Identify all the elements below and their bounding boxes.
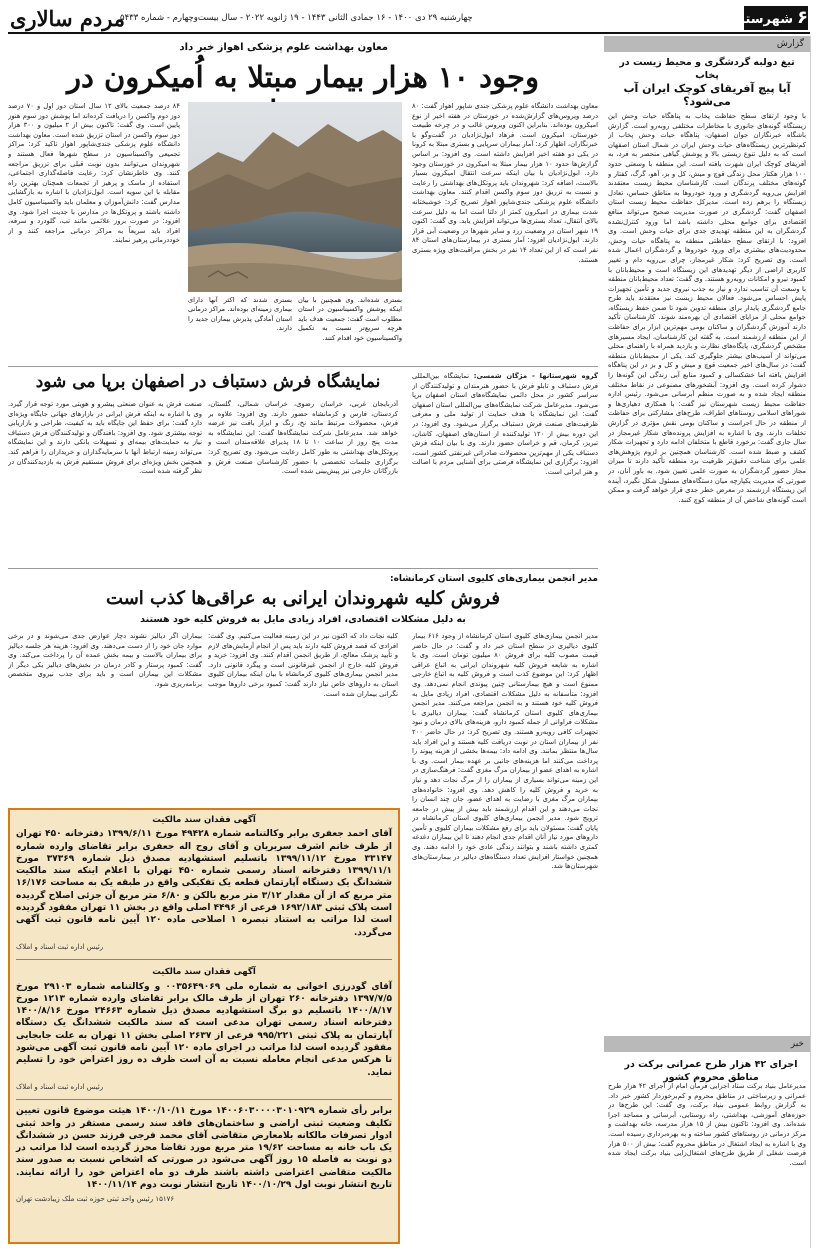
divider: [8, 366, 598, 367]
carpet-body-left: صنعت فرش به عنوان صنعتی پیشرو و هویتی مورد توجه قرار گیرد. وی با اشاره به اینکه فرش ایرانی در بازارهای جهانی جایگاه ویژه‌ای دارد گفت: برای حفظ این جایگاه باید به کیفیت، طراحی و بازاریابی توجه بیشتری شود. وی افزود: بافندگان و تولیدکنندگان فرش دستباف نیاز به حمایت‌های بیمه‌ای و تسهیلات بانکی دارند و این نمایشگاه می‌تواند زمینه ارتباط آنها با سرمایه‌گذاران و خریداران را فراهم کند. همچنین بخش ویژه‌ای برای فروش مستقیم فرش به بازدیدکنندگان در نظر گرفته شده است.: [8, 400, 202, 476]
kidney-body-3: بیماران اگر دیالیز نشوند دچار عوارض جدی می‌شوند و در برخی موارد جان خود را از دست می‌دهند. وی افزود: هزینه هر جلسه دیالیز برای بیماران بالاست و بیمه بخش عمده آن را پرداخت می‌کند. وی گفت: کمبود پرستار و کادر درمان در بخش‌های دیالیز یکی دیگر از مشکلات این بیماران است و باید برای جذب نیروی متخصص برنامه‌ریزی شود.: [8, 632, 202, 688]
notice-2: [10, 962, 398, 1097]
notice-3: [10, 1102, 398, 1209]
carpet-body-right: [412, 372, 598, 562]
notice-1: [10, 810, 398, 957]
legal-notices-box: [8, 808, 400, 1244]
sidebar-report: [604, 36, 810, 1052]
sidebar-news-title: اجرای ۴۲ هزار طرح عمرانی برکت در مناطق محروم کشور: [624, 1059, 798, 1083]
sidebar-report-headline: آیا پیچ آفریقای کوچک ایران آب می‌شود؟: [623, 82, 791, 108]
notice-body: آقای گودرزی اخوانی به شماره ملی ۰۰۳۵۶۴۹۰۶۹ و وکالتنامه شماره ۲۹۱۰۳ مورخ ۱۳۹۷/۷/۵ دفترخانه ۲۶۰ تهران از طرف مالک برابر تقاضای وارده شماره ۱۲۱۳ مورخ ۱۴۰۰/۸/۱۷ باتسلیم دو برگ استشهادیه مصدق ذیل شماره ۲۴۶۶۳ مورخ ۱۴۰۰/۸/۱۶ دفترخانه اسناد رسمی تهران مدعی است که سند مالکیت ششدانگ یک دستگاه آپارتمان به پلاک ثبتی ۹۹۵/۲۲۱ فرعی از ۲۶۳۷ اصلی بخش ۱۱ تهران به علت جابجایی مفقود گردیده است لذا مراتب در اجرای ماده ۱۲۰ آیین نامه قانون ثبت آگهی می‌شود تا هرکس مدعی انجام معامله نسبت به آن است ظرف ده روز اعتراض خود را تسلیم نماید.: [16, 981, 392, 1078]
dateline: چهارشنبه ۲۹ دی ۱۴۰۰ - ۱۶ جمادی الثانی ۱۴۴۳ - ۱۹ ژانویه ۲۰۲۲ - سال بیست‌وچهارم - شماره ۵۴۳۳: [120, 13, 473, 23]
sidebar-report-title: [608, 56, 806, 108]
notice-separator: [16, 959, 392, 960]
lead-kicker: معاون بهداشت علوم پزشکی اهواز خبر داد: [179, 42, 388, 53]
kidney-body-1: مدیر انجمن بیماری‌های کلیوی استان کرمانشاه از وجود ۶۱۶ بیمار کلیوی دیالیزی در سطح استان خبر داد و گفت: در حال حاضر قیمت مصوب کلیه برای فروش ۸۰ میلیون تومان است. وی با اشاره به شایعه فروش کلیه شهروندان ایرانی به اتباع عراقی اظهار کرد: این موضوع کذب است و فروش کلیه به اتباع خارجی ممنوع است و هیچ بیمارستانی چنین پیوندی انجام نمی‌دهد. وی افزود: متأسفانه به دلیل مشکلات اقتصادی، افراد زیادی مایل به فروش کلیه خود هستند و به انجمن مراجعه می‌کنند. مدیر انجمن بیماری‌های کلیوی استان کرمانشاه گفت: بیماران دیالیزی با مشکلات فراوانی از جمله کمبود دارو، هزینه‌های بالای درمان و نبود تجهیزات کافی روبه‌رو هستند. وی تصریح کرد: در حال حاضر ۲۰۰ نفر از بیماران استان در نوبت دریافت کلیه هستند و این افراد باید سال‌ها منتظر بمانند. وی ادامه داد: بیمه‌ها بخشی از هزینه پیوند را پرداخت می‌کنند اما هزینه‌های جانبی بر عهده بیمار است. وی با اشاره به اهدای عضو از بیماران مرگ مغزی گفت: فرهنگ‌سازی در این زمینه می‌تواند بسیاری از بیماران را از مرگ نجات دهد و نیاز به خرید و فروش کلیه را کاهش دهد. وی افزود: خانواده‌های بیماران مرگ مغزی با رضایت به اهدای عضو، جان چند انسان را نجات می‌دهند و این اقدام ارزشمند باید بیش از پیش در جامعه ترویج شود. مدیر انجمن بیماری‌های کلیوی استان کرمانشاه در پایان گفت: مسئولان باید برای رفع مشکلات بیماران کلیوی و تأمین داروهای مورد نیاز آنان اقدام جدی انجام دهند تا این بیماران دغدغه کمتری داشته باشند و بتوانند زندگی عادی خود را ادامه دهند. وی همچنین خواستار افزایش تعداد دستگاه‌های دیالیز در بیمارستان‌های شهرستان‌ها شد.: [412, 632, 598, 871]
carpet-headline: نمایشگاه فرش دستباف در اصفهان برپا می شود: [35, 372, 381, 392]
notice-signature: ۱۵۱۷۶ رئیس واحد ثبتی حوزه ثبت ملک زیبادشت تهران: [16, 1195, 175, 1204]
photo-caption-area: [188, 296, 402, 360]
lead-headline: وجود ۱۰ هزار بیمار مبتلا به اُمیکرون در: [67, 60, 539, 94]
lead-body-left: ۸۴ درصد جمعیت بالای ۱۲ سال استان دوز اول و ۷۰ درصد دوز دوم واکسن را دریافت کرده‌اند اما پوشش دوز سوم هنوز پایین است. وی گفت: تاکنون بیش از ۲ میلیون و ۳۰۰ هزار دوز سوم واکسن در استان تزریق شده است. معاون بهداشت دانشگاه علوم پزشکی جندی‌شاپور اهواز تاکید کرد: مراکز تجمیعی واکسیناسیون در سطح شهرها فعال هستند و شهروندان می‌توانند بدون نوبت قبلی برای تزریق مراجعه کنند. وی خاطرنشان کرد: رعایت فاصله‌گذاری اجتماعی، استفاده از ماسک و پرهیز از تجمعات همچنان بهترین راه مقابله با این سویه است. ابول‌نژادیان با اشاره به بازگشایی مدارس گفت: دانش‌آموزان و معلمان باید واکسیناسیون کامل داشته باشند و پروتکل‌ها در مدارس با جدیت اجرا شود. وی افزود: در صورت بروز علائمی مانند تب، گلودرد و سرفه، افراد باید سریعاً به مراکز درمانی مراجعه کنند و از خوددرمانی پرهیز نمایند.: [8, 102, 180, 245]
lead-photo: [188, 102, 402, 292]
sidebar-header: گزارش: [604, 36, 810, 52]
carpet-body-mid: آذربایجان غربی، خراسان رضوی، خراسان شمالی، گلستان، کردستان، فارس و کرمانشاه حضور دارند. وی افزود: علاوه بر فرش، محصولات مرتبط مانند نخ، رنگ و ابزار بافت نیز عرضه خواهد شد. مدیرعامل شرکت نمایشگاه‌ها گفت: این نمایشگاه به مدت پنج روز از ساعت ۱۰ تا ۱۸ پذیرای علاقه‌مندان است و پروتکل‌های بهداشتی به طور کامل رعایت می‌شود. وی تصریح کرد: برگزاری جلسات تخصصی با حضور کارشناسان صنعت فرش و بازرگانان خارجی نیز پیش‌بینی شده است.: [208, 400, 398, 476]
sidebar-report-body: با وجود ارتقای سطح حفاظت پخاب به پناهگاه حیات وحش این زیستگاه گونه‌های جانوری با مخاطرات مختلفی روبه‌رو است. گزارش باشگاه خبرنگاران جوان اصفهان، پناهگاه حیات وحش پخاب از کم‌نظیرترین زیستگاه‌های حیات وحش ایران در شمال استان اصفهان است که به دلیل تنوع زیستی بالا و پوشش گیاهی منحصر به فرد، به آفریقای کوچک ایران شهرت یافته است. این منطقه با وسعتی حدود ۱۰۰ هزار هکتار محل زندگی قوچ و میش، کل و بز، آهو، گرگ، کفتار و گونه‌های مختلف پرندگان است. کارشناسان محیط زیست معتقدند افزایش بی‌رویه گردشگری و ورود خودروها به مناطق حساس، تعادل زیستگاه را برهم زده است. مدیرکل حفاظت محیط زیست استان اصفهان گفت: گردشگری در صورت مدیریت صحیح می‌تواند منافع اقتصادی برای جوامع محلی داشته باشد اما ورود کنترل‌نشده گردشگران به این منطقه تهدیدی جدی برای حیات وحش است. وی افزود: با ارتقای سطح حفاظتی منطقه به پناهگاه حیات وحش، محدودیت‌های بیشتری برای ورود خودروها و گردشگران اعمال شده است. وی تصریح کرد: شکار غیرمجاز، چرای بی‌رویه دام و تغییر کاربری اراضی از دیگر تهدیدهای این زیستگاه است و محیط‌بانان با کمبود نیرو و امکانات روبه‌رو هستند. وی گفت: تعداد محیط‌بانان منطقه با وسعت آن تناسب ندارد و نیاز به جذب نیروی جدید و تأمین تجهیزات پایش احساس می‌شود. فعالان محیط زیست نیز معتقدند باید طرح جامع گردشگری پایدار برای منطقه تدوین شود تا ضمن حفظ زیستگاه، جوامع محلی از مزایای اقتصادی آن بهره‌مند شوند. کارشناسان تأکید دارند آموزش گردشگران و ساکنان بومی مهم‌ترین ابزار برای حفاظت از این منطقه ارزشمند است. به گفته این کارشناسان، ایجاد مسیرهای مشخص گردشگری، پایگاه‌های نظارت و بازدید همراه با راهنمای محلی می‌تواند از آسیب‌های بیشتر جلوگیری کند. یکی از محیط‌بانان منطقه گفت: در سال‌های اخیر جمعیت قوچ و میش و کل و بز در این پناهگاه افزایش یافته اما خشکسالی و کمبود منابع آبی زندگی این گونه‌ها را دشوار کرده است. وی افزود: آبشخورهای مصنوعی در نقاط مختلف منطقه ایجاد شده و به صورت منظم آبرسانی می‌شود. رئیس اداره حفاظت محیط زیست شهرستان نیز گفت: با همکاری دهیاری‌ها و شوراهای اسلامی روستاهای اطراف، طرح‌های مشارکتی برای حفاظت از منطقه در حال اجراست و ساکنان بومی نقش مؤثری در گزارش تخلفات دارند. وی با اشاره به افزایش پرونده‌های شکار غیرمجاز در سال جاری گفت: برخورد قاطع با متخلفان ادامه دارد و تجهیزات شکار کشف و ضبط شده است. کارشناسان همچنین بر لزوم پژوهش‌های علمی برای شناخت دقیق‌تر ظرفیت برد منطقه تأکید دارند تا میزان مجاز حضور گردشگران به صورت علمی تعیین شود. به باور آنان، در صورتی که مدیریت یکپارچه میان دستگاه‌های مسئول شکل نگیرد، آینده این زیستگاه ارزشمند در معرض خطر جدی قرار خواهد گرفت و ممکن است گونه‌های شاخص آن از منطقه کوچ کنند.: [608, 112, 806, 504]
sidebar-news-body: مدیرعامل بنیاد برکت ستاد اجرایی فرمان امام از اجرای ۴۲ هزار طرح عمرانی و زیرساختی در مناطق محروم و کم‌برخوردار کشور خبر داد. به گزارش روابط عمومی بنیاد برکت، وی گفت: این طرح‌ها در حوزه‌های آموزشی، بهداشتی، راه روستایی، آبرسانی و مساجد اجرا شده‌اند. وی افزود: تاکنون بیش از ۱۵ هزار مدرسه، خانه بهداشت و مرکز درمانی در روستاهای کشور ساخته و به بهره‌برداری رسیده است. وی با اشاره به ایجاد اشتغال در مناطق محروم گفت: بیش از ۵۰۰ هزار فرصت شغلی از طریق طرح‌های اشتغال‌زایی بنیاد برکت ایجاد شده است.: [608, 1082, 806, 1167]
section-name: شهرستانها: [722, 12, 793, 27]
main-content: [8, 36, 598, 1248]
kidney-subtitle: به دلیل مشکلات اقتصادی، افراد زیادی مایل به فروش کلیه خود هستند: [140, 614, 466, 625]
notice-title: آگهی فقدان سند مالکیت: [152, 967, 256, 978]
notice-body: برابر رأی شماره ۱۴۰۰۶۰۳۰۰۰۰۳۰۱۰۹۲۹ مورخ ۱۴۰۰/۱۰/۱۱ هیئت موضوع قانون تعیین تکلیف وضعیت ثبتی اراضی و ساختمان‌های فاقد سند رسمی مستقر در واحد ثبتی ادوار تصرفات مالکانه بلامعارض متقاضی آقای محمد فرجی فرزند حسن در ششدانگ یک باب خانه به مساحت ۱۹/۶۲ متر مربع مورد تقاضا محرز گردیده است لذا مراتب در دو نوبت به فاصله ۱۵ روز آگهی می‌شود در صورتی که اشخاص نسبت به صدور سند مالکیت متقاضی اعتراضی داشته باشند ظرف دو ماه اعتراض خود را ارائه نمایند. تاریخ انتشار نوبت اول ۱۴۰۰/۱۰/۲۹ تاریخ انتشار نوبت دوم ۱۴۰۰/۱۱/۱۴: [16, 1106, 393, 1191]
divider: [8, 568, 598, 569]
notice-separator: [16, 1099, 392, 1100]
sidebar-news-body-wrap: [604, 1082, 810, 1248]
masthead: [8, 6, 810, 34]
carpet-text: نمایشگاه بین‌المللی فرش دستباف و تابلو فرش با حضور هنرمندان و تولیدکنندگان از سراسر کشور در محل دائمی نمایشگاه‌های استان اصفهان برپا می‌شود. مدیرعامل شرکت نمایشگاه‌های بین‌المللی استان اصفهان گفت: این نمایشگاه با هدف حمایت از تولید ملی و معرفی ظرفیت‌های صنعت فرش دستباف برگزار می‌شود. وی افزود: در این دوره بیش از ۱۲۰ تولیدکننده از استان‌های اصفهان، کاشان، تبریز، کرمان، قم و خراسان حضور دارند. وی با بیان اینکه فرش دستباف یکی از مهم‌ترین محصولات صادراتی غیرنفتی کشور است، افزود: برگزاری این نمایشگاه فرصتی برای آشنایی مردم با اصالت و هنر ایرانی است.: [412, 372, 598, 476]
newspaper-brand: مردم سالاری: [10, 6, 126, 31]
kidney-kicker: مدیر انجمن بیماری‌های کلیوی استان کرمانشاه:: [389, 574, 598, 584]
notice-title: آگهی فقدان سند مالکیت: [152, 815, 256, 825]
kidney-headline: فروش کلیه شهروندان ایرانی به عراقی‌ها کذب است: [106, 588, 500, 609]
sidebar-report-kicker: تیغ دولبه گردشگری و محیط زیست در پخاب: [619, 57, 795, 81]
section-tab: [722, 6, 808, 30]
dam-landscape-image: [188, 102, 402, 292]
page-number: ۶: [797, 7, 808, 28]
notice-signature: رئیس اداره ثبت اسناد و املاک: [16, 1082, 104, 1091]
notice-signature: رئیس اداره ثبت اسناد و املاک: [16, 942, 104, 951]
sidebar: [604, 36, 811, 1248]
sidebar-header: خبر: [604, 1036, 810, 1052]
caption-left: بستری شدند که اکثر آنها دارای بیماری زمینه‌ای بوده‌اند. مراکز درمانی استان آمادگی پذیرش بیماران جدید را دارند.: [188, 296, 292, 333]
carpet-byline: گروه شهرستانها - مژگان شمسی:: [473, 372, 598, 380]
caption-right: بستری شده‌اند. وی همچنین با بیان اینکه پوشش واکسیناسیون در استان مطلوب است گفت: جمعیت هدف باید هرچه سریع‌تر نسبت به تکمیل واکسیناسیون خود اقدام کنند.: [298, 296, 402, 342]
notice-body: آقای احمد جعفری برابر وکالتنامه شماره ۴۹۴۲۸ مورخ ۱۳۹۹/۶/۱۱ دفترخانه ۴۵۰ تهران از طرف خانم اشرف سریریان و آقای روح اله جعفری برابر تقاضای وارده شماره ۳۳۱۴۷ مورخ ۱۳۹۹/۱۱/۱۲ باتسلیم استشهادیه مصدق ذیل شماره ۳۷۳۶۹ مورخ ۱۳۹۹/۱۱/۱ دفترخانه اسناد رسمی شماره ۴۵۰ تهران با اعلام اینکه سند مالکیت ششدانگ یک دستگاه آپارتمان قطعه یک تفکیکی واقع در طبقه یک به مساحت ۱۶/۱۷۶ متر مربع که از آن مقدار ۳/۱۲ متر مربع بالکن و ۶/۸۰ متر مربع آن جزئی اصلاح گردیده است پلاک ثبتی ۱۶۹۲/۱۸۳ فرعی از ۴۴۹۶ اصلی واقع در بخش ۱۱ تهران مفقود گردیده است لذا مراتب به استناد تبصره ۱ اصلاحی ماده ۱۲۰ آیین نامه قانون ثبت آگهی می‌گردد.: [16, 829, 393, 938]
lead-body-right: معاون بهداشت دانشگاه علوم پزشکی جندی شاپور اهواز گفت: ۸۰ درصد ویروس‌های گزارش‌شده در خوزستان در هفته اخیر از نوع امیکرون بوده‌اند. بنابراین اکنون ویروس غالب و در چرخه طبیعت خوزستان، امیکرون است. فرهاد ابول‌نژادیان در گفت‌وگو با خبرنگاران، اظهار کرد: آمار بیماران سرپایی و بستری مبتلا به کرونا در یکی دو هفته اخیر افزایش داشته است. وی افزود: بر اساس گزارش‌ها حدود ۱۰ هزار بیمار مبتلا به امیکرون در خوزستان وجود دارد. ابول‌نژادیان با بیان اینکه سرعت انتقال امیکرون بسیار بالاست، اضافه کرد: شهروندان باید پروتکل‌های بهداشتی را رعایت و نسبت به تزریق دوز سوم واکسن اقدام کنند. معاون بهداشت دانشگاه علوم پزشکی جندی‌شاپور اهواز تصریح کرد: خوشبختانه شدت بیماری در امیکرون کمتر از دلتا است اما به دلیل سرعت بالای انتقال، تعداد بستری‌ها می‌تواند افزایش یابد. وی گفت: اکنون ۱۹ شهر استان در وضعیت زرد و سایر شهرها در وضعیت آبی قرار دارند. ابول‌نژادیان افزود: آمار بستری در بیمارستان‌های استان ۸۴ نفر است که از این تعداد ۱۴ نفر در بخش مراقبت‌های ویژه بستری هستند.: [412, 102, 598, 264]
sidebar-news-header-wrap: [604, 1036, 810, 1052]
kidney-body-2: کلیه نجات داد که اکنون نیز در این زمینه فعالیت می‌کنیم. وی گفت: افرادی که قصد فروش کلیه دارند باید پس از انجام آزمایش‌های لازم و تأیید پزشک معالج، از طریق انجمن اقدام کنند. وی افزود: خرید و فروش کلیه خارج از انجمن غیرقانونی است و پیگرد قانونی دارد. مدیر انجمن بیماری‌های کلیوی کرمانشاه با بیان اینکه بیماران کلیوی استان به داروهای خاص نیاز دارند گفت: کمبود برخی داروها موجب نگرانی بیماران شده است.: [208, 632, 398, 698]
